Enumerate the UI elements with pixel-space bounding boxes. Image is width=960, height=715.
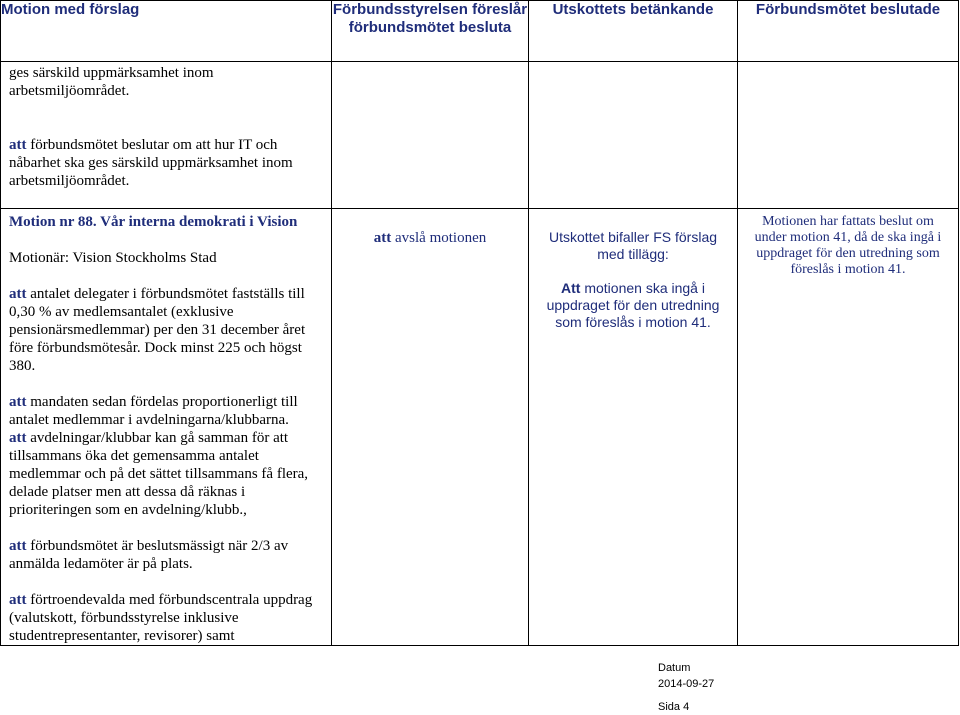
continuation-fs-cell <box>332 62 529 209</box>
motion-title: Motion nr 88. Vår interna demokrati i Vision <box>9 214 298 230</box>
fs-forslag-text: avslå motionen <box>391 230 487 246</box>
att-clause-3: att avdelningar/klubbar kan gå samman för att tillsammans öka det gemensamma antalet medlemmar och på det sättet tillsammans få flera, delade platser men att dessa då räknas i prioriteringen som en avdelning/klubb., <box>9 430 309 518</box>
motion88-motion-cell <box>1 209 332 646</box>
att-clause-5: att förtroendevalda med förbundscentrala uppdrag (valutskott, förbundsstyrelse inklusive studentrepresentanter, revisorer) samt <box>9 592 313 644</box>
continuation-beslut-cell <box>738 62 959 209</box>
table-row <box>1 62 959 209</box>
motion88-beslut-cell <box>738 209 959 646</box>
page-footer <box>658 660 714 715</box>
table-row <box>1 209 959 646</box>
header-forbundsmotet-beslutade: Förbundsmötet beslutade <box>738 1 959 62</box>
header-utskottets-betankande: Utskottets betänkande <box>529 1 738 62</box>
motion88-fs-cell <box>332 209 529 646</box>
motionar: Motionär: Vision Stockholms Stad <box>9 250 217 266</box>
att-clause-1: att antalet delegater i förbundsmötet fastställs till 0,30 % av medlemsantalet (exklusive pensionärsmedlemmar) per den 31 december året före förbundsmötesår. Dock minst 225 och högst 380. <box>9 286 306 374</box>
continuation-utskott-cell <box>529 62 738 209</box>
utskott-title: Utskottet bifaller FS förslag med tillägg: <box>548 229 718 262</box>
header-motion-med-forslag: Motion med förslag <box>1 1 332 62</box>
beslut-text: Motionen har fattats beslut om under motion 41, då de ska ingå i uppdraget för den utredning som föreslås i motion 41. <box>754 214 942 277</box>
datum-value: 2014-09-27 <box>658 678 715 690</box>
att-keyword: att <box>373 230 392 246</box>
continuation-att-clause <box>9 136 323 190</box>
continuation-text: ges särskild uppmärksamhet inom arbetsmiljöområdet. <box>9 65 214 99</box>
header-row <box>1 1 959 62</box>
continuation-motion-cell <box>1 62 332 209</box>
att-clause-4: att förbundsmötet är beslutsmässigt när 2/3 av anmälda ledamöter är på plats. <box>9 538 289 572</box>
motion88-utskott-cell <box>529 209 738 646</box>
att-keyword: att <box>9 137 27 153</box>
att-clause-text: förbundsmötet beslutar om att hur IT och nåbarhet ska ges särskild uppmärksamhet inom arbetsmiljöområdet. <box>9 137 293 189</box>
datum-label: Datum <box>658 662 691 674</box>
page-number: Sida 4 <box>658 701 690 713</box>
att-clause-2: att mandaten sedan fördelas proportionerligt till antalet medlemmar i avdelningarna/klubbarna. <box>9 394 298 428</box>
header-fs-foreslar: Förbundsstyrelsen föreslår förbundsmötet besluta <box>332 1 529 62</box>
utskott-att-clause: Att motionen ska ingå i uppdraget för den utredning som föreslås i motion 41. <box>546 280 720 330</box>
